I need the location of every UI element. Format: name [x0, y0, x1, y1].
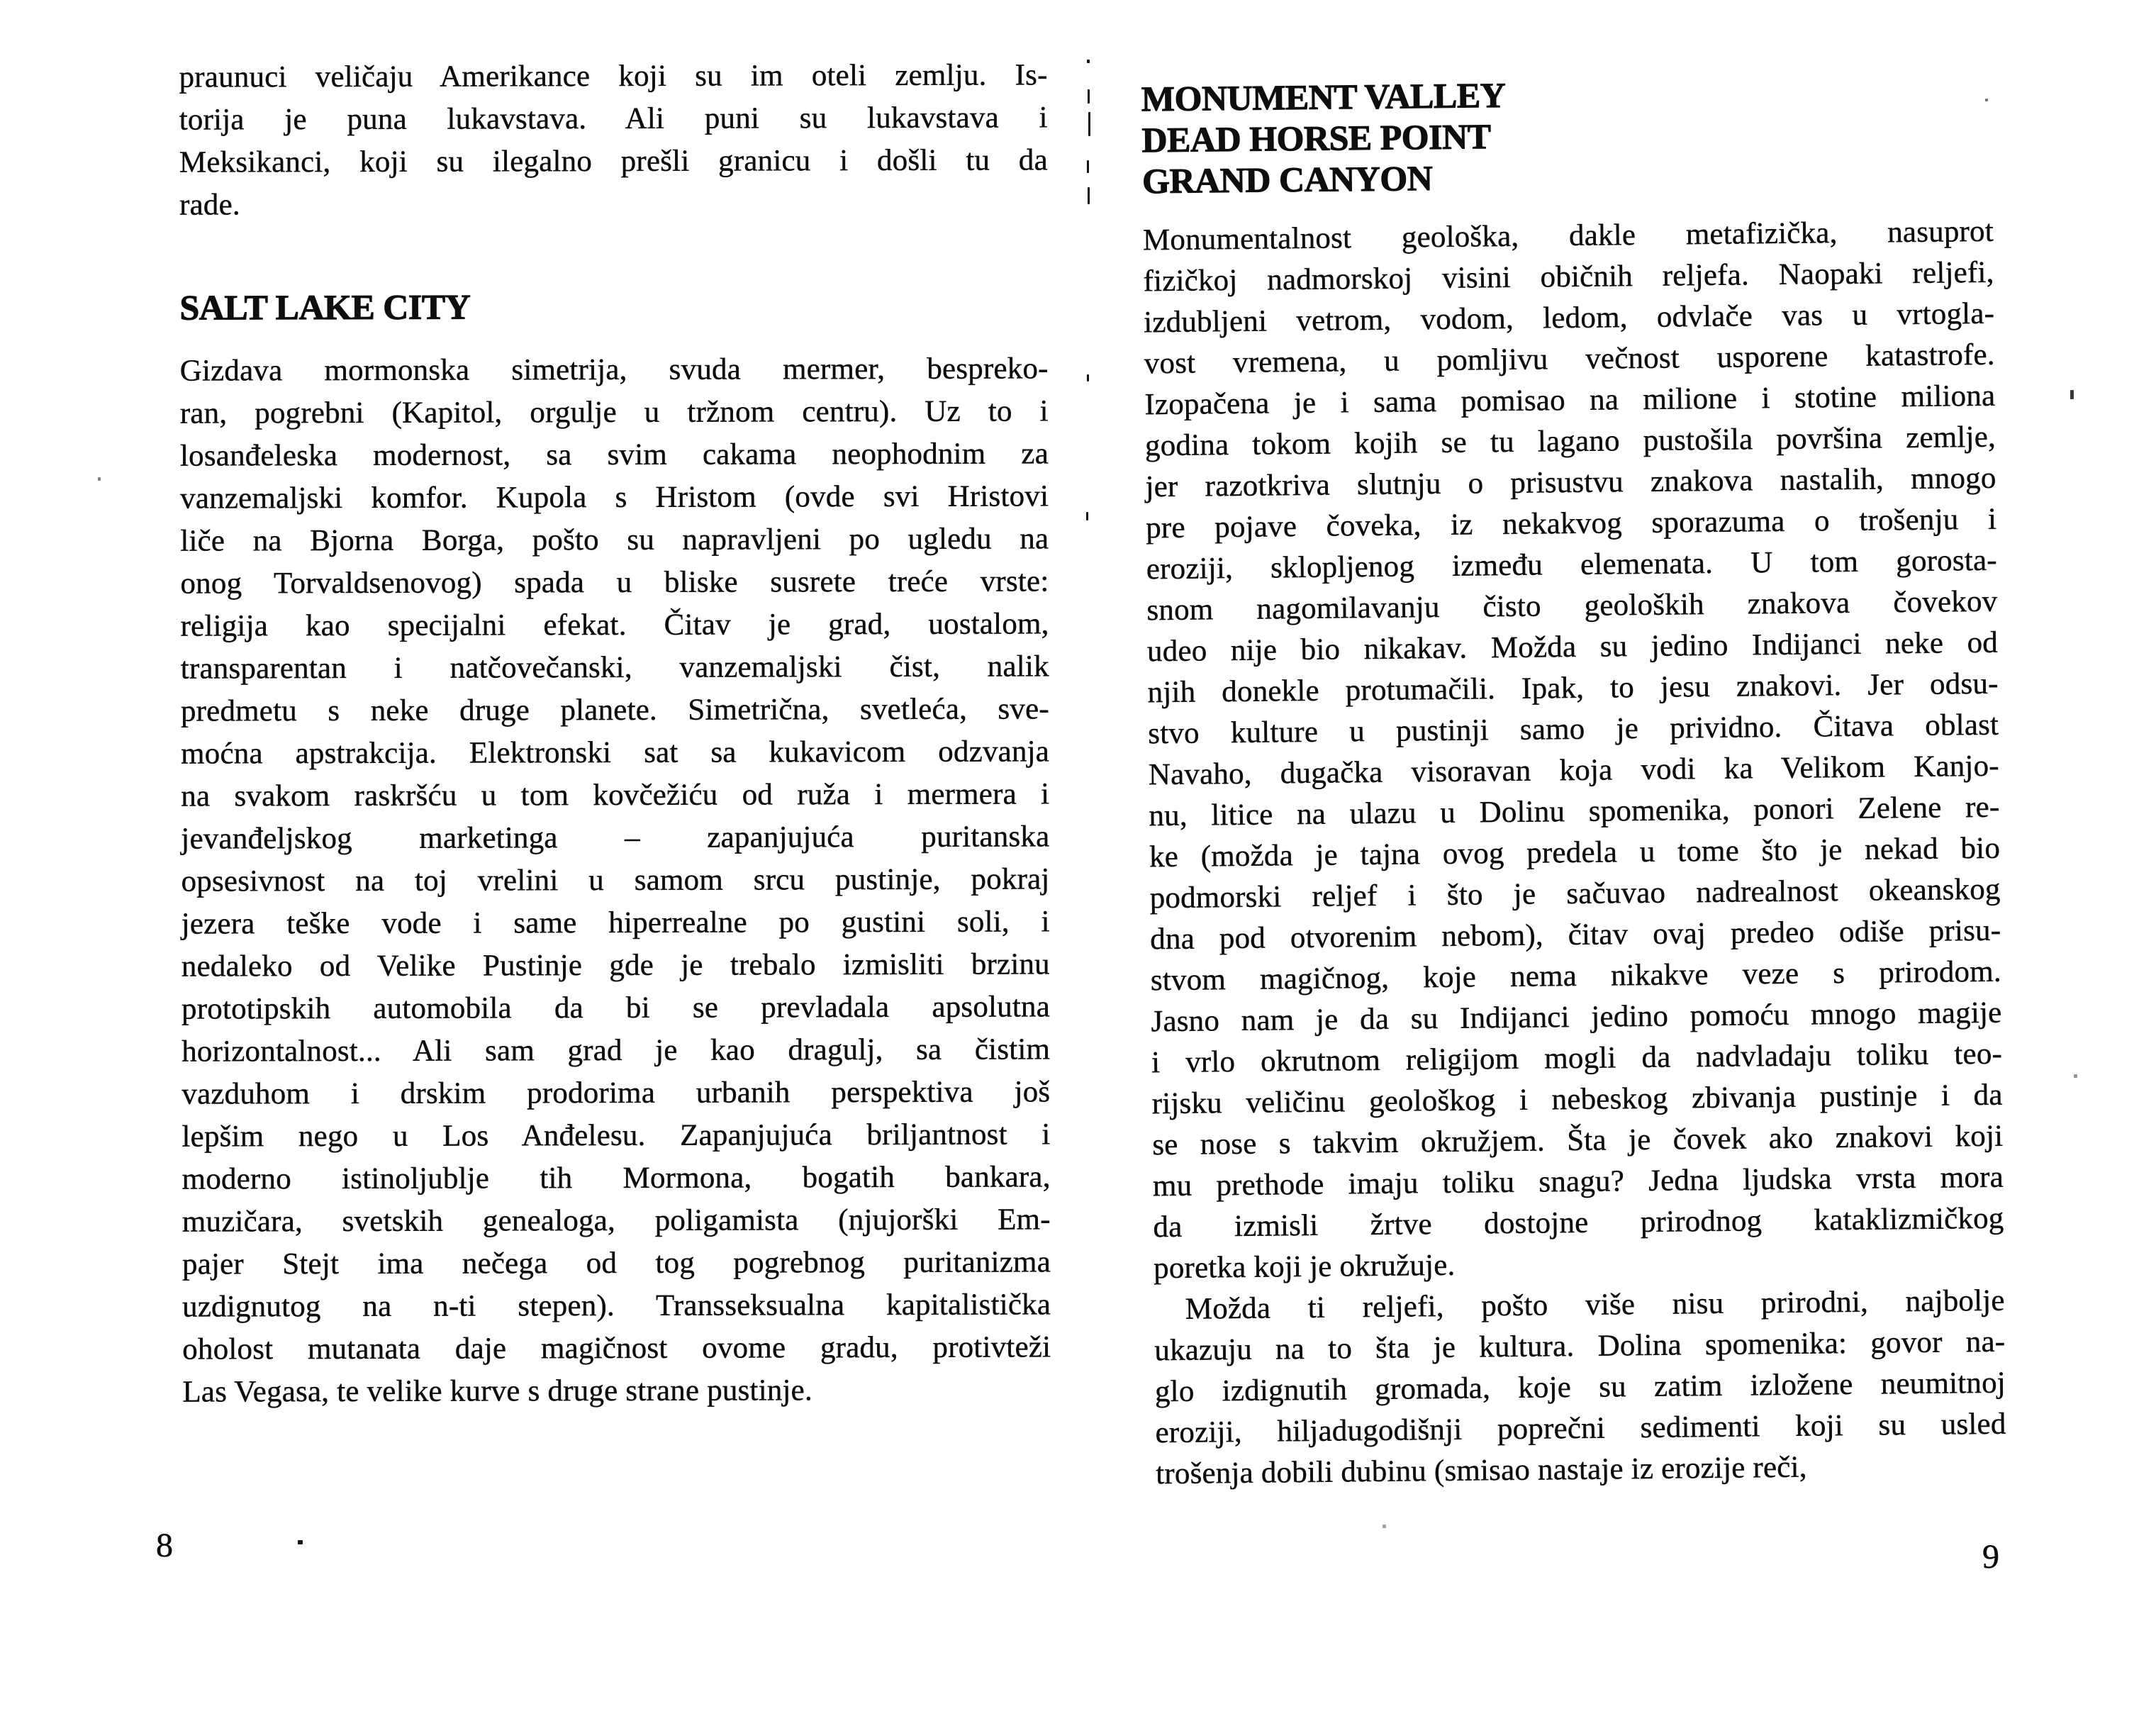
text-line: pajer Stejt ima nečega od tog pogrebnog puritanizma — [181, 1245, 1051, 1281]
text-line: losanđeleska modernost, sa svim cakama neophodnim za — [179, 437, 1049, 473]
text-line: jezera teške vode i same hiperrealne po gustini soli, i — [181, 905, 1050, 941]
text-line: oholost mutanata daje magičnost ovome gradu, protivteži — [182, 1330, 1051, 1366]
text-line: glo izdignutih gromada, koje su zatim izložene neumitnoj — [1154, 1366, 2006, 1409]
text-line: i vrlo okrutnom religijom mogli da nadvladaju toliku teo- — [1151, 1037, 2003, 1080]
right-page-column — [1141, 69, 2007, 1495]
text-line: muzičara, svetskih genealoga, poligamista (njujorški Em- — [181, 1203, 1051, 1239]
text-line: Navaho, dugačka visoravan koja vodi ka Velikom Kanjo- — [1148, 749, 2000, 792]
text-line: Izopačena je i sama pomisao na milione i stotine miliona — [1144, 379, 1996, 422]
text-line: liče na Bjorna Borga, pošto su napravljeni po ugledu na — [180, 522, 1049, 558]
text-line: dna pod otvorenim nebom), čitav ovaj predeo odiše prisu- — [1150, 913, 2001, 957]
text-line: lepšim nego u Los Anđelesu. Zapanjujuća briljantnost i — [181, 1118, 1051, 1154]
text-line: snom nagomilavanju čisto geoloških znakova čovekov — [1146, 584, 1998, 628]
scan-speck — [1088, 89, 1090, 104]
text-line: nedaleko od Velike Pustinje gde je trebalo izmisliti brzinu — [181, 947, 1050, 984]
text-line: izdubljeni vetrom, vodom, ledom, odvlače vas u vrtogla- — [1143, 296, 1995, 340]
body-paragraph — [180, 347, 1051, 1413]
scan-speck — [1088, 187, 1090, 204]
text-line: Gizdava mormonska simetrija, svuda mermer, bespreko- — [179, 352, 1049, 388]
text-line: eroziji, hiljadugodišnji poprečni sedimenti koji su usled — [1155, 1407, 2006, 1450]
text-line: Las Vegasa, te velike kurve s druge strane pustinje. — [182, 1374, 812, 1409]
text-line: Možda ti reljefi, pošto više nisu prirodni, najbolje — [1185, 1283, 2005, 1326]
text-line: eroziji, sklopljenog između elemenata. U tom gorosta- — [1146, 543, 1998, 586]
body-paragraph-2 — [1154, 1281, 2006, 1495]
text-line: moćna apstrakcija. Elektronski sat sa kukavicom odzvanja — [181, 735, 1050, 771]
text-line: praunuci veličaju Amerikance koji su im oteli zemlju. Is- — [179, 58, 1048, 94]
text-line: Meksikanci, koji su ilegalno prešli granicu i došli tu da — [179, 143, 1048, 179]
scan-speck — [1383, 1525, 1386, 1528]
scan-speck — [98, 477, 101, 481]
page-number-left: 8 — [156, 1527, 173, 1564]
text-line: DEAD HORSE POINT — [1141, 116, 1491, 160]
text-line: uzdignutog na n-ti stepen). Transseksualna kapitalistička — [182, 1288, 1051, 1324]
text-line: stvom magičnog, koje nema nikakve veze s prirodom. — [1150, 954, 2002, 998]
continuation-paragraph — [179, 54, 1048, 226]
scan-speck — [2074, 1074, 2077, 1078]
scan-speck — [1086, 512, 1088, 520]
text-line: vazduhom i drskim prodorima urbanih perspektiva još — [181, 1075, 1051, 1111]
text-line: pre pojave čoveka, iz nekakvog sporazuma o trošenju i — [1145, 502, 1997, 545]
text-line: opsesivnost na toj vrelini u samom srcu pustinje, pokraj — [181, 862, 1050, 898]
text-line: horizontalnost... Ali sam grad je kao dragulj, sa čistim — [181, 1032, 1051, 1069]
text-line: moderno istinoljublje tih Mormona, bogatih bankara, — [181, 1160, 1051, 1196]
scan-speck — [1087, 160, 1089, 173]
text-line: prototipskih automobila da bi se prevladala apsolutna — [181, 990, 1051, 1026]
text-line: onog Torvaldsenovog) spada u bliske susrete treće vrste: — [180, 564, 1049, 601]
text-line: rijsku veličinu geološkog i nebeskog zbivanja pustinje i da — [1151, 1078, 2003, 1121]
body-paragraph-1 — [1143, 211, 2005, 1289]
text-line: nu, litice na ulazu u Dolinu spomenika, ponori Zelene re- — [1149, 790, 2000, 833]
text-line: ke (možda je tajna ovog predela u tome što je nekad bio — [1149, 831, 2001, 874]
text-line: rade. — [179, 188, 240, 222]
text-line: podmorski reljef i što je sačuvao nadrealnost okeanskog — [1149, 872, 2001, 915]
page-number-right: 9 — [1982, 1538, 1999, 1576]
text-line: trošenja dobili dubinu (smisao nastaje iz erozije reči, — [1155, 1450, 1807, 1491]
scan-speck — [2070, 390, 2074, 399]
text-line: ran, pogrebni (Kapitol, orgulje u tržnom centru). Uz to i — [179, 394, 1049, 430]
text-line: Jasno nam je da su Indijanci jedino pomoću mnogo magije — [1151, 996, 2002, 1039]
text-line: stvo kulture u pustinji samo je prividno. Čitava oblast — [1148, 708, 1999, 751]
text-line: poretka koji je okružuje. — [1153, 1248, 1456, 1286]
text-line: jevanđeljskog marketinga – zapanjujuća puritanska — [181, 820, 1050, 856]
text-line: jer razotkriva slutnju o prisustvu znakova nastalih, mnogo — [1145, 461, 1996, 504]
text-line: njih donekle protumačili. Ipak, to jesu znakovi. Jer odsu- — [1147, 667, 1999, 710]
scan-speck — [298, 1540, 303, 1544]
text-line: se nose s takvim okružjem. Šta je čovek ako znakovi koji — [1152, 1119, 2004, 1162]
section-heading-salt-lake-city: SALT LAKE CITY — [179, 286, 471, 328]
scan-speck — [1087, 374, 1089, 381]
text-line: ukazuju na to šta je kultura. Dolina spomenika: govor na- — [1154, 1325, 2006, 1368]
text-line: torija je puna lukavstava. Ali puni su lukavstava i — [179, 101, 1048, 137]
text-line: da izmisli žrtve dostojne prirodnog kataklizmičkog — [1153, 1201, 2004, 1244]
text-line: MONUMENT VALLEY — [1141, 74, 1506, 119]
text-line: predmetu s neke druge planete. Simetrična, svetleća, sve- — [180, 692, 1049, 728]
scan-speck — [1087, 60, 1090, 63]
scan-speck — [1088, 112, 1090, 136]
section-heading-monument-valley — [1141, 69, 1994, 202]
text-line: transparentan i natčovečanski, vanzemaljski čist, nalik — [180, 650, 1049, 686]
left-page-column — [179, 54, 1051, 1413]
text-line: na svakom raskršću u tom kovčežiću od ruža i mermera i — [181, 777, 1050, 813]
text-line: religija kao specijalni efekat. Čitav je grad, uostalom, — [180, 607, 1049, 643]
text-line: GRAND CANYON — [1141, 158, 1433, 201]
text-line: godina tokom kojih se tu lagano pustošila površina zemlje, — [1144, 420, 1996, 463]
scan-speck — [1985, 99, 1988, 101]
text-line: udeo nije bio nikakav. Možda su jedino Indijanci neke od — [1146, 625, 1999, 669]
text-line: vanzemaljski komfor. Kupola s Hristom (ovde svi Hristovi — [180, 479, 1049, 516]
text-line: Monumentalnost geološka, dakle metafizička, nasuprot — [1142, 214, 1994, 257]
text-line: fizičkoj nadmorskoj visini običnih reljefa. Naopaki reljefi, — [1143, 255, 1994, 299]
text-line: mu prethode imaju toliku snagu? Jedna ljudska vrsta mora — [1152, 1160, 2004, 1203]
text-line: vost vremena, u pomljivu večnost usporene katastrofe. — [1144, 338, 1995, 381]
